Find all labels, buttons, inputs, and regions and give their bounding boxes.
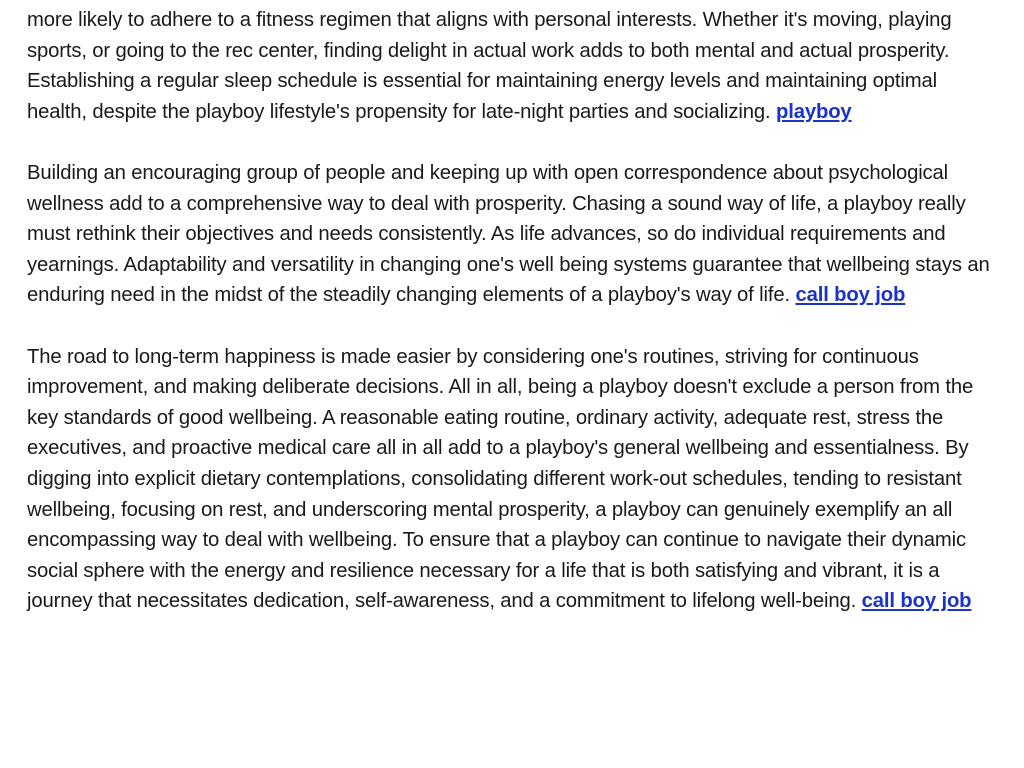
paragraph-2-text: Building an encouraging group of people and keeping up with open correspondence about psychological wellness add to a comprehensive way to deal with prosperity. Chasing a sound way of life, a playboy really must rethink their objectives and needs consistently. As life advances, so do individual requirements and yearnings. Adaptability and versatility in changing one's well being systems guarantee that wellbeing stays an enduring need in the midst of the steadily changing elements of a playboy's way of life. [27,161,990,307]
playboy-link[interactable]: playboy [775,100,852,123]
paragraph-3-text: The road to long-term happiness is made easier by considering one's routines, striving for continuous improvement, and making deliberate decisions. All in all, being a playboy doesn't exclude a person from the key standards of good wellbeing. A reasonable eating routine, ordinary activity, adequate rest, stress the executives, and proactive medical care all in all add to a playboy's general wellbeing and essentialness. By digging into explicit dietary contemplations, consolidating different work-out schedules, tending to resistant wellbeing, focusing on rest, and underscoring mental prosperity, a playboy can genuinely exemplify an all encompassing way to deal with wellbeing. To ensure that a playboy can continue to navigate their dynamic social sphere with the energy and resilience necessary for a life that is both satisfying and vibrant, it is a journey that necessitates dedication, self-awareness, and a commitment to lifelong well-being. [27,345,974,613]
paragraph-1-text: more likely to adhere to a fitness regimen that aligns with personal interests. Whether it's moving, playing sports, or going to the rec center, finding delight in actual work adds to both mental and actual prosperity. Establishing a regular sleep schedule is essential for maintaining energy levels and maintaining optimal health, despite the playboy lifestyle's propensity for late-night parties and socializing. [27,9,952,123]
call-boy-job-link-1[interactable]: call boy job [795,284,906,307]
document-body [27,5,1002,617]
paragraph-1 [27,5,1002,127]
paragraph-3 [27,342,1002,617]
paragraph-2 [27,158,1002,311]
call-boy-job-link-2[interactable]: call boy job [861,590,972,613]
